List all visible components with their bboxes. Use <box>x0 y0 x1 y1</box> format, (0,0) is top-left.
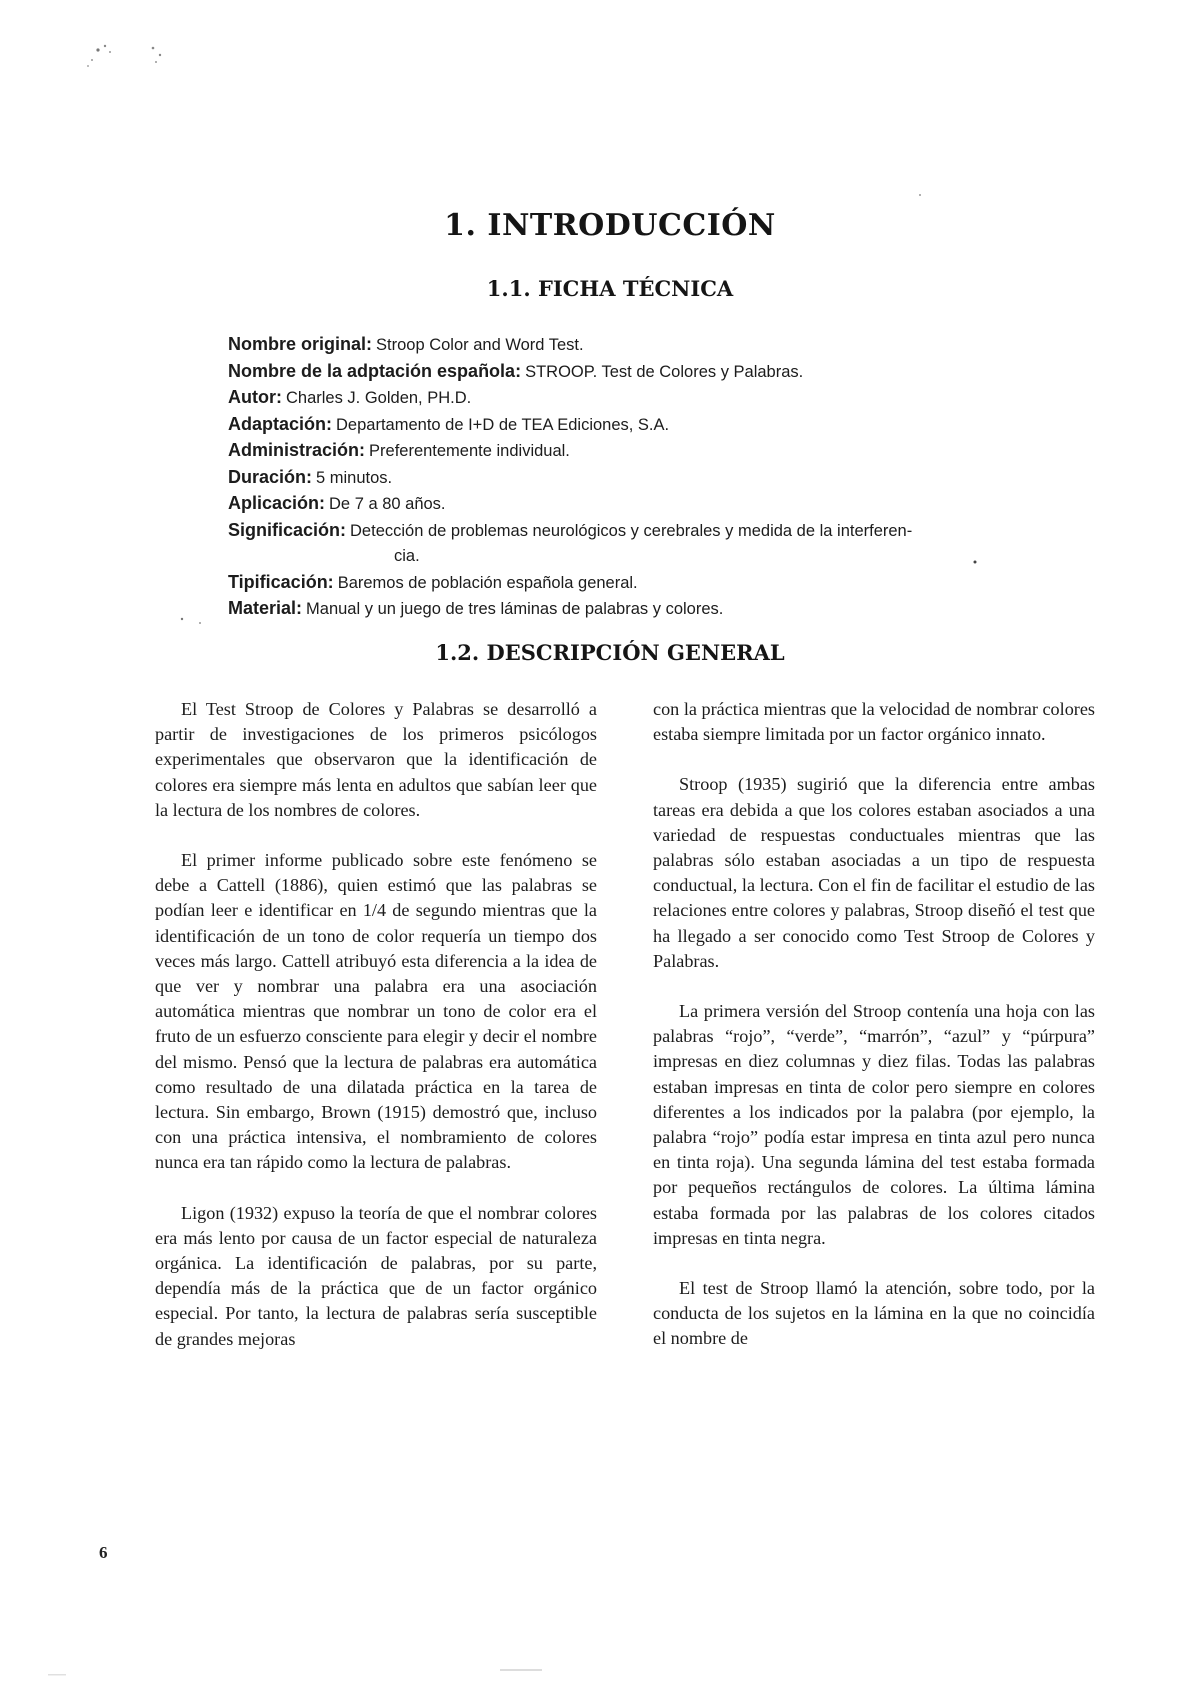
ficha-label: Tipificación: <box>228 571 334 592</box>
ficha-label: Duración: <box>228 466 313 487</box>
ficha-value: Manual y un juego de tres láminas de palabras y colores. <box>306 600 724 618</box>
ficha-value: Preferentemente individual. <box>369 442 570 460</box>
text-column-right <box>653 697 1095 1352</box>
ficha-item <box>228 596 1028 623</box>
ficha-item <box>228 412 1028 439</box>
ficha-label: Administración: <box>228 440 366 460</box>
ficha-value: Detección de problemas neurológicos y cerebrales y medida de la interferen- <box>350 521 913 540</box>
ficha-label: Nombre de la adptación española: <box>228 360 522 381</box>
ficha-label: Significación: <box>228 519 347 540</box>
paragraph: con la práctica mientras que la velocidad de nombrar colores estaba siempre limitada por un factor orgánico innato. <box>653 699 1095 745</box>
ficha-label: Nombre original: <box>228 334 373 354</box>
ficha-value: Departamento de I+D de TEA Ediciones, S.A. <box>336 415 670 434</box>
ficha-item <box>228 491 1028 518</box>
section-heading-ficha-tecnica: 1.1. FICHA TÉCNICA <box>486 276 734 301</box>
ficha-label: Autor: <box>228 387 282 407</box>
page-title: 1. INTRODUCCIÓN <box>444 208 776 243</box>
paragraph: Stroop (1935) sugirió que la diferencia entre ambas tareas era debida a que los colores estaban asociados a una variedad de respuestas conductuales mientras que las palabras sólo estaban asociadas a un tipo de respuesta conductual, la lectura. Con el fin de facilitar el estudio de las relaciones entre colores y palabras, Stroop diseñó el test que ha llegado a ser conocido como Test Stroop de Colores y Palabras. <box>653 774 1095 971</box>
ficha-item <box>228 465 1028 492</box>
ficha-item <box>228 438 1028 465</box>
paragraph: El primer informe publicado sobre este fenómeno se debe a Cattell (1886), quien estimó que las palabras se podían leer e identificar en 1/4 de segundo mientras que la identificación de un tono de color requería un tiempo dos veces más largo. Cattell atribuyó esta diferencia a la idea de que ver y nombrar una palabra era una asociación automática mientras que nombrar un tono de color era el fruto de un esfuerzo consciente para elegir y decir el nombre del mismo. Pensó que la lectura de palabras era automática como resultado de una dilatada práctica en la tarea de lectura. Sin embargo, Brown (1915) demostró que, incluso con una práctica intensiva, el nombramiento de colores nunca era tan rápido como la lectura de palabras. <box>155 850 597 1173</box>
ficha-item <box>228 359 1028 386</box>
ficha-value: STROOP. Test de Colores y Palabras. <box>525 362 804 381</box>
ficha-item <box>228 570 1028 597</box>
text-column-left <box>155 697 597 1352</box>
ficha-value: De 7 a 80 años. <box>329 495 446 513</box>
ficha-value: Charles J. Golden, PH.D. <box>285 389 472 407</box>
page-number: 6 <box>99 1543 108 1562</box>
paragraph: El Test Stroop de Colores y Palabras se desarrolló a partir de investigaciones de los primeros psicólogos experimentales que observaron que la identificación de colores era siempre más lenta en adultos que sabían leer que la lectura de los nombres de colores. <box>155 699 597 820</box>
ficha-value: 5 minutos. <box>316 468 393 487</box>
paragraph: El test de Stroop llamó la atención, sobre todo, por la conducta de los sujetos en la lámina en la que no coincidía el nombre de <box>653 1278 1095 1349</box>
ficha-label: Aplicación: <box>228 493 326 513</box>
ficha-value: Stroop Color and Word Test. <box>376 336 584 354</box>
ficha-item <box>228 518 1028 545</box>
ficha-label: Adaptación: <box>228 413 333 434</box>
paragraph: La primera versión del Stroop contenía una hoja con las palabras “rojo”, “verde”, “marrón”, “azul” y “púrpura” impresas en diez columnas y diez filas. Todas las palabras estaban impresas en tinta de color pero siempre en colores diferentes a los indicados por la palabra (por ejemplo, la palabra “rojo” podía estar impresa en tinta azul pero nunca en tinta roja). Una segunda lámina del test estaba formada por pequeños rectángulos de colores. La última lámina estaba formada por las palabras de los colores citados impresas en tinta negra. <box>653 1001 1095 1248</box>
ficha-label: Material: <box>228 598 303 618</box>
section-heading-descripcion-general: 1.2. DESCRIPCIÓN GENERAL <box>435 640 785 665</box>
ficha-item <box>228 385 1028 412</box>
paragraph: Ligon (1932) expuso la teoría de que el nombrar colores era más lento por causa de un factor especial de naturaleza orgánica. La identificación de palabras, por su parte, dependía más de la práctica que de un factor orgánico especial. Por tanto, la lectura de palabras sería susceptible de grandes mejoras <box>155 1202 597 1349</box>
ficha-value: Baremos de población española general. <box>337 573 638 592</box>
ficha-item <box>228 332 1028 359</box>
ficha-tecnica-list <box>228 332 1028 623</box>
ficha-item-continuation: cia. <box>394 547 420 565</box>
